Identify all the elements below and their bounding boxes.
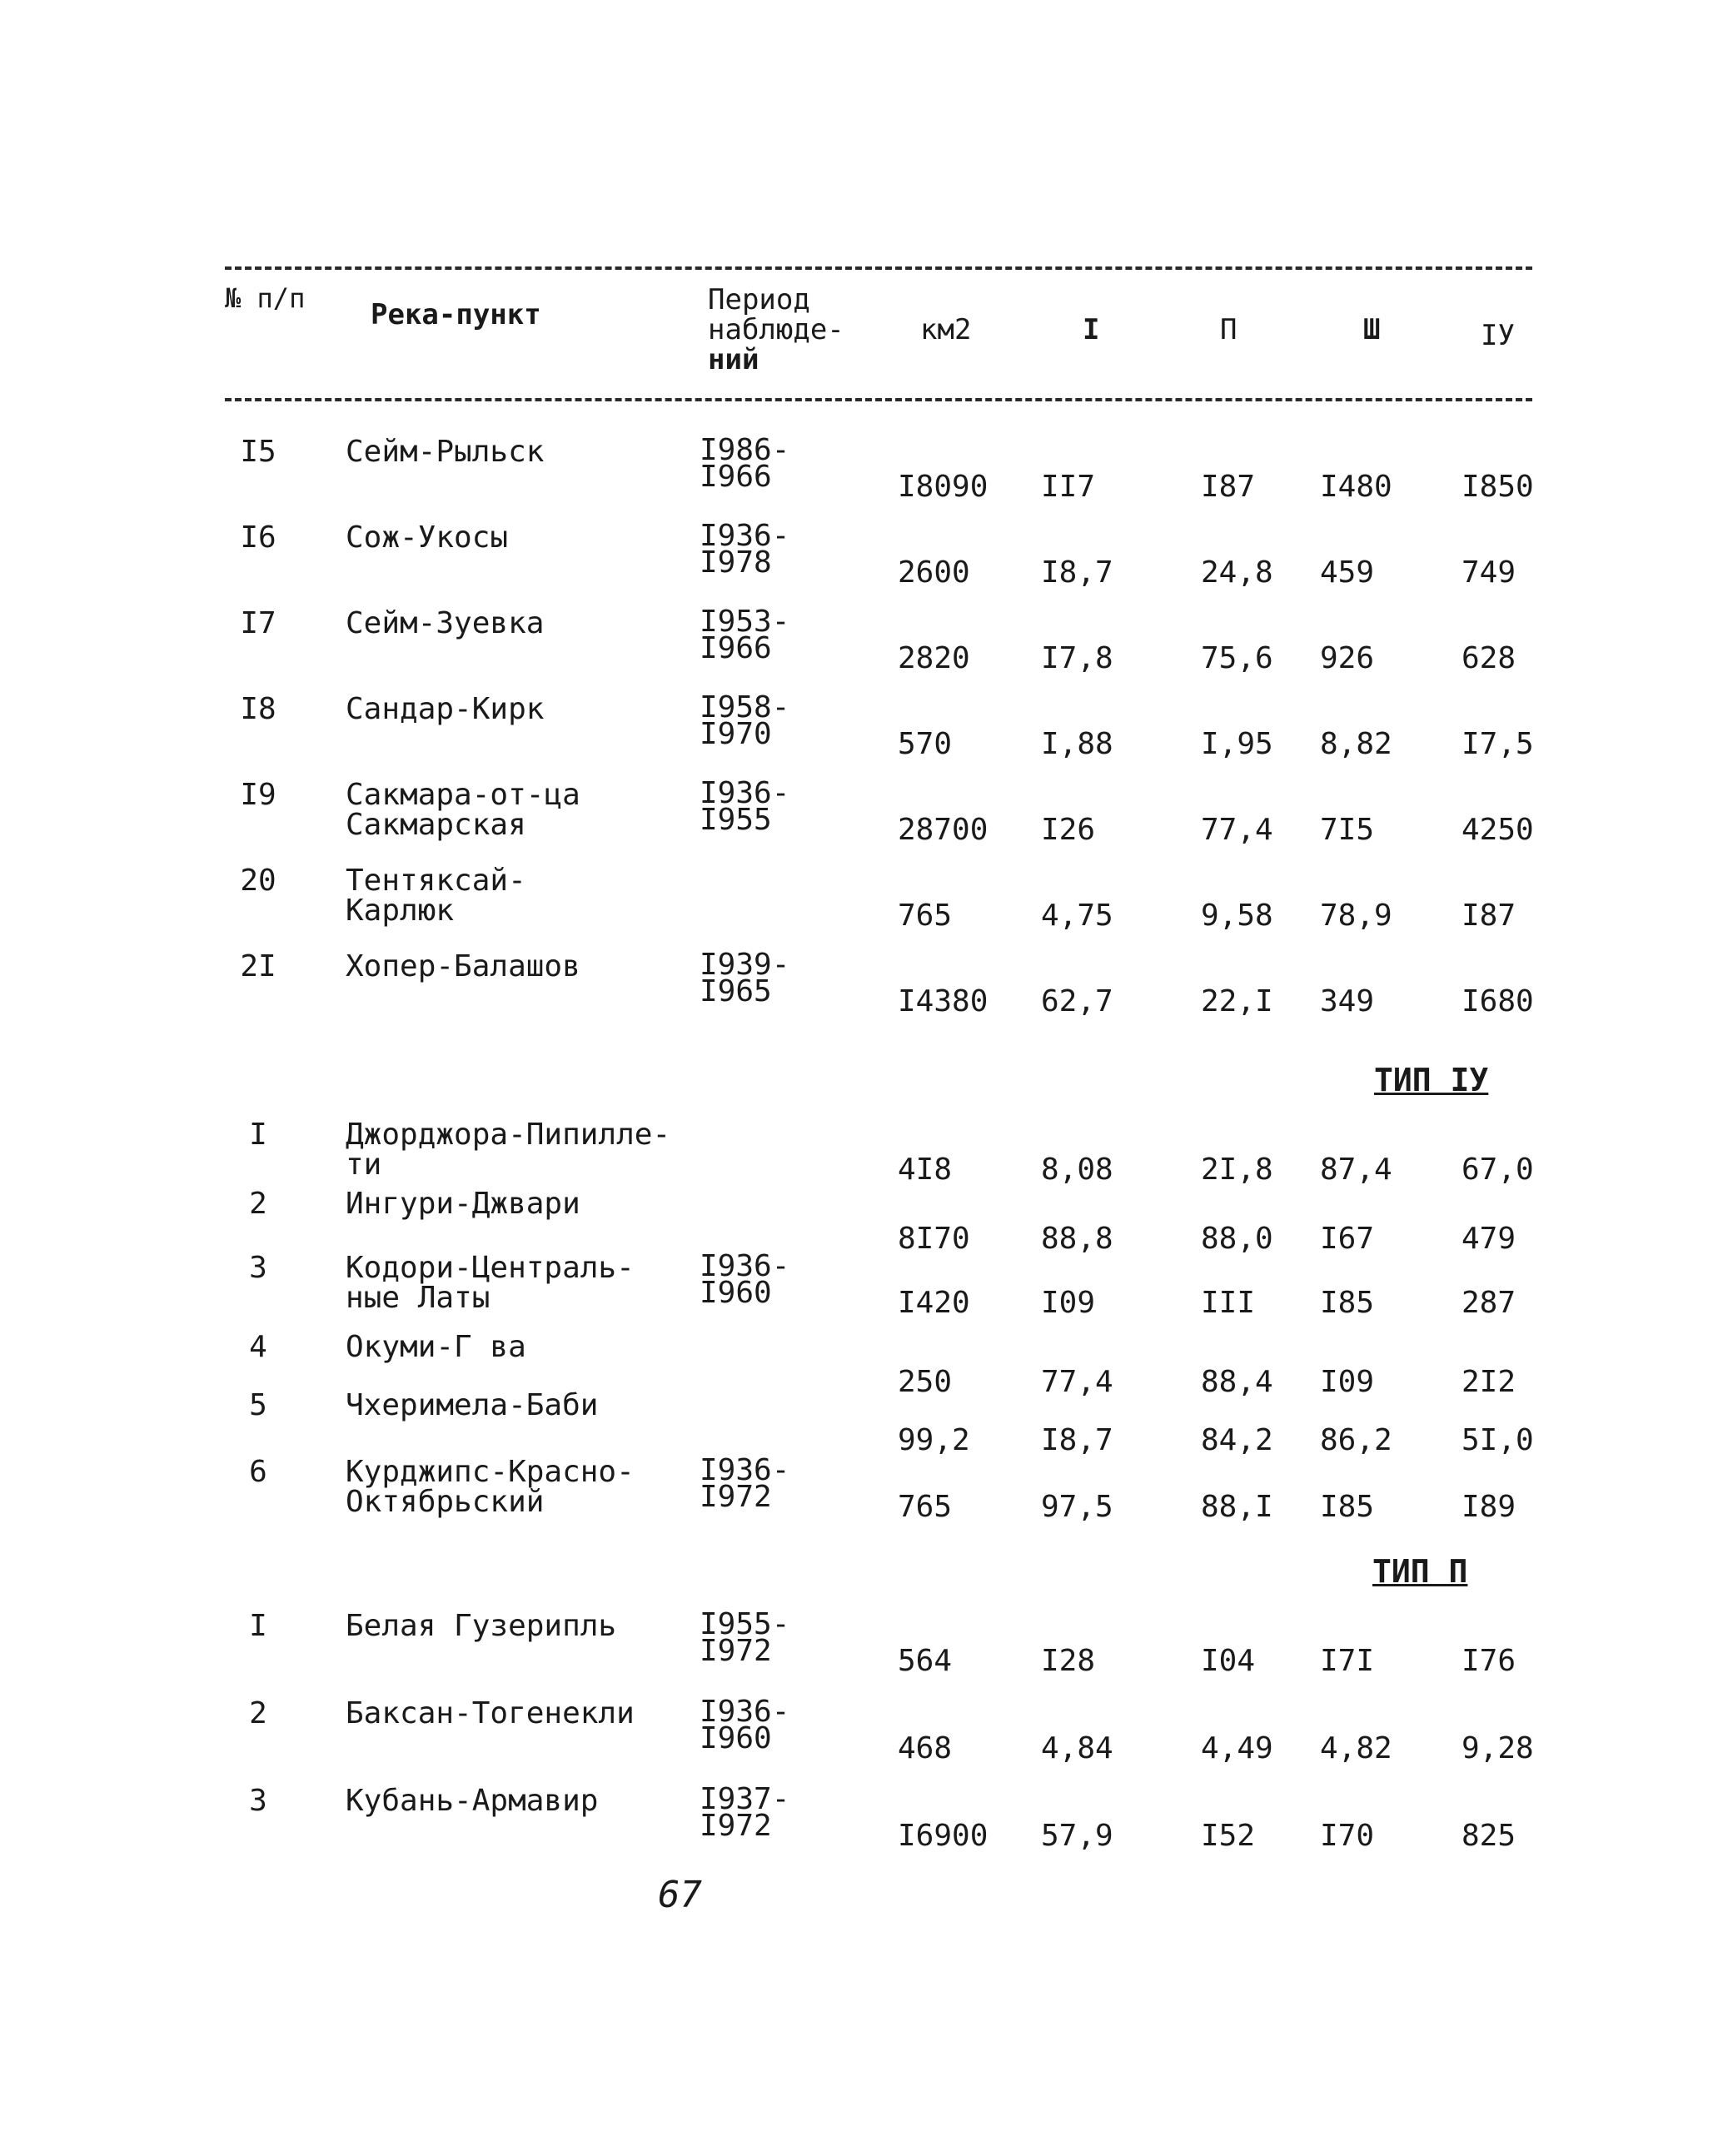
catchment-area: I6900 — [898, 1819, 988, 1853]
value-col-2: 84,2 — [1201, 1423, 1273, 1457]
river-point-name-line: Курджипс-Красно- — [346, 1455, 635, 1489]
value-col-1: 57,9 — [1041, 1819, 1113, 1853]
value-col-1: 77,4 — [1041, 1365, 1113, 1399]
observation-period-line: I953- — [700, 605, 790, 639]
catchment-area: I8090 — [898, 470, 988, 504]
catchment-area: 765 — [898, 899, 953, 933]
row-number: 4 — [249, 1330, 267, 1364]
river-point-name — [346, 1253, 635, 1313]
river-point-name — [346, 949, 580, 983]
catchment-area: 99,2 — [898, 1423, 970, 1457]
observation-period — [700, 1695, 790, 1755]
value-col-4: 749 — [1462, 555, 1516, 590]
value-col-3: I09 — [1320, 1365, 1375, 1399]
row-number: 20 — [240, 864, 276, 898]
row-number: 2 — [249, 1696, 267, 1730]
river-point-name — [346, 780, 580, 840]
row-number: I — [249, 1118, 267, 1152]
observation-period — [700, 433, 790, 494]
river-point-name — [346, 520, 509, 555]
observation-period-line: I970 — [700, 717, 772, 751]
catchment-area: I4380 — [898, 984, 988, 1018]
table-row — [0, 1249, 1728, 1328]
value-col-4: 5I,0 — [1462, 1423, 1534, 1457]
value-col-2: 9,58 — [1201, 899, 1273, 933]
value-col-4: 287 — [1462, 1286, 1516, 1320]
value-col-4: I87 — [1462, 899, 1516, 933]
section-heading-type-2: ТИП П — [1372, 1553, 1468, 1590]
row-number: I8 — [240, 692, 276, 726]
table-row — [0, 605, 1728, 684]
row-number: 6 — [249, 1455, 267, 1489]
observation-period — [700, 690, 790, 751]
row-number: 2 — [249, 1187, 267, 1221]
river-point-name-line: Хопер-Балашов — [346, 949, 580, 983]
value-col-2: I,95 — [1201, 727, 1273, 761]
header-col-4: IУ — [1481, 319, 1515, 352]
value-col-2: 88,0 — [1201, 1222, 1273, 1256]
river-point-name-line: Джорджора-Пипилле- — [346, 1118, 671, 1152]
river-point-name-line: Сандар-Кирк — [346, 692, 545, 726]
river-point-name — [346, 606, 545, 640]
river-point-name-line: Кодори-Централь- — [346, 1251, 635, 1285]
header-river: Река-пункт — [371, 298, 541, 331]
value-col-3: 78,9 — [1320, 899, 1392, 933]
row-number: I — [249, 1609, 267, 1643]
observation-period-line: I936- — [700, 776, 790, 810]
river-point-name — [346, 1457, 635, 1517]
table-top-rule — [225, 266, 1532, 270]
value-col-4: I850 — [1462, 470, 1534, 504]
river-point-name-line: Сож-Укосы — [346, 520, 509, 555]
row-number: 3 — [249, 1251, 267, 1285]
observation-period-line: I965 — [700, 974, 772, 1008]
table-row — [0, 519, 1728, 598]
observation-period-line: I937- — [700, 1782, 790, 1816]
header-num: № п/п — [225, 282, 306, 314]
header-period-line2: наблюде- — [708, 313, 844, 346]
value-col-3: I67 — [1320, 1222, 1375, 1256]
observation-period-line: I972 — [700, 1809, 772, 1843]
river-point-name-line: Октябрьский — [346, 1485, 545, 1519]
table-row — [0, 948, 1728, 1027]
river-point-name-line: Сейм-Зуевка — [346, 606, 545, 640]
value-col-4: 67,0 — [1462, 1153, 1534, 1187]
observation-period — [700, 1453, 790, 1514]
observation-period-line: I972 — [700, 1480, 772, 1514]
observation-period-line: I955 — [700, 803, 772, 837]
value-col-2: 24,8 — [1201, 555, 1273, 590]
value-col-4: I89 — [1462, 1490, 1516, 1524]
river-point-name — [346, 1189, 580, 1219]
observation-period — [700, 519, 790, 580]
river-point-name-line: Белая Гузерипль — [346, 1609, 617, 1643]
table-row — [0, 1782, 1728, 1861]
observation-period-line: I960 — [700, 1276, 772, 1310]
observation-period — [700, 605, 790, 665]
value-col-2: I87 — [1201, 470, 1256, 504]
river-point-name-line: Карлюк — [346, 894, 455, 928]
value-col-4: 2I2 — [1462, 1365, 1516, 1399]
value-col-2: 2I,8 — [1201, 1153, 1273, 1187]
value-col-1: I28 — [1041, 1644, 1096, 1678]
river-point-name-line: Баксан-Тогенекли — [346, 1696, 635, 1730]
row-number: I6 — [240, 520, 276, 555]
catchment-area: I420 — [898, 1286, 970, 1320]
table-row — [0, 690, 1728, 769]
value-col-1: 4,84 — [1041, 1731, 1113, 1765]
value-col-1: II7 — [1041, 470, 1096, 504]
table-row — [0, 866, 1728, 941]
river-point-name-line: Сакмарская — [346, 808, 526, 842]
value-col-1: I,88 — [1041, 727, 1113, 761]
river-point-name — [346, 1332, 526, 1362]
value-col-1: I8,7 — [1041, 555, 1113, 590]
header-period — [708, 285, 844, 375]
value-col-4: 628 — [1462, 641, 1516, 675]
observation-period — [700, 1607, 790, 1668]
observation-period-line: I972 — [700, 1634, 772, 1668]
row-number: 2I — [240, 949, 276, 983]
value-col-3: I7I — [1320, 1644, 1375, 1678]
value-col-1: I26 — [1041, 813, 1096, 847]
value-col-1: I7,8 — [1041, 641, 1113, 675]
row-number: I9 — [240, 778, 276, 812]
river-point-name-line: Чхеримела-Баби — [346, 1388, 599, 1422]
observation-period-line: I986- — [700, 433, 790, 467]
table-row — [0, 1453, 1728, 1532]
value-col-4: 825 — [1462, 1819, 1516, 1853]
catchment-area: 2600 — [898, 555, 970, 590]
observation-period-line: I958- — [700, 690, 790, 724]
value-col-2: 88,4 — [1201, 1365, 1273, 1399]
table-header-rule — [225, 398, 1532, 401]
observation-period-line: I966 — [700, 631, 772, 665]
river-point-name-line: Ингури-Джвари — [346, 1187, 580, 1221]
value-col-2: I52 — [1201, 1819, 1256, 1853]
value-col-3: 8,82 — [1320, 727, 1392, 761]
row-number: 3 — [249, 1784, 267, 1818]
catchment-area: 765 — [898, 1490, 953, 1524]
value-col-2: 22,I — [1201, 984, 1273, 1018]
value-col-4: 479 — [1462, 1222, 1516, 1256]
value-col-2: 4,49 — [1201, 1731, 1273, 1765]
observation-period-line: I936- — [700, 1249, 790, 1283]
river-point-name-line: Сакмара-от-ца — [346, 778, 580, 812]
row-number: 5 — [249, 1388, 267, 1422]
row-number: I5 — [240, 435, 276, 469]
catchment-area: 570 — [898, 727, 953, 761]
river-point-name — [346, 437, 544, 467]
table-row — [0, 1607, 1728, 1686]
river-point-name — [346, 866, 526, 926]
value-col-1: 97,5 — [1041, 1490, 1113, 1524]
header-col-2: П — [1220, 313, 1237, 346]
observation-period-line: I936- — [700, 1695, 790, 1729]
value-col-2: 88,I — [1201, 1490, 1273, 1524]
table-row — [0, 776, 1728, 855]
river-point-name — [346, 1786, 598, 1816]
value-col-3: 86,2 — [1320, 1423, 1392, 1457]
value-col-3: 926 — [1320, 641, 1375, 675]
river-point-name-line: Окуми-Г ва — [346, 1330, 526, 1364]
header-area: км2 — [920, 313, 972, 346]
value-col-3: 349 — [1320, 984, 1375, 1018]
river-point-name-line: ти — [346, 1148, 382, 1182]
observation-period — [700, 1782, 790, 1843]
observation-period-line: I936- — [700, 519, 790, 553]
value-col-3: 459 — [1320, 555, 1375, 590]
catchment-area: 468 — [898, 1731, 953, 1765]
value-col-3: 4,82 — [1320, 1731, 1392, 1765]
observation-period — [700, 948, 790, 1008]
table-row — [0, 1695, 1728, 1774]
river-point-name — [346, 1611, 616, 1641]
value-col-2: I04 — [1201, 1644, 1256, 1678]
value-col-2: 75,6 — [1201, 641, 1273, 675]
observation-period-line: I936- — [700, 1453, 790, 1487]
header-col-3: Ш — [1363, 313, 1381, 346]
section-heading-type-4: ТИП IУ — [1374, 1062, 1489, 1098]
value-col-4: 4250 — [1462, 813, 1534, 847]
header-period-line3: ний — [708, 343, 759, 376]
value-col-1: 8,08 — [1041, 1153, 1113, 1187]
value-col-1: I09 — [1041, 1286, 1096, 1320]
value-col-4: I76 — [1462, 1644, 1516, 1678]
catchment-area: 28700 — [898, 813, 988, 847]
catchment-area: 4I8 — [898, 1153, 953, 1187]
table-row — [0, 433, 1728, 512]
value-col-1: 62,7 — [1041, 984, 1113, 1018]
observation-period-line: I978 — [700, 545, 772, 580]
observation-period-line: I955- — [700, 1607, 790, 1641]
value-col-1: 88,8 — [1041, 1222, 1113, 1256]
observation-period-line: I939- — [700, 948, 790, 982]
value-col-3: 7I5 — [1320, 813, 1375, 847]
value-col-3: I480 — [1320, 470, 1392, 504]
value-col-2: 77,4 — [1201, 813, 1273, 847]
table-row — [0, 1120, 1728, 1195]
page-number: 67 — [658, 1874, 702, 1916]
catchment-area: 2820 — [898, 641, 970, 675]
river-point-name — [346, 1388, 599, 1422]
observation-period — [700, 1249, 790, 1310]
value-col-4: I7,5 — [1462, 727, 1534, 761]
value-col-4: I680 — [1462, 984, 1534, 1018]
header-col-1: I — [1083, 313, 1100, 346]
river-point-name-line: ные Латы — [346, 1281, 491, 1315]
value-col-3: I85 — [1320, 1490, 1375, 1524]
catchment-area: 8I70 — [898, 1222, 970, 1256]
row-number: I7 — [240, 606, 276, 640]
value-col-4: 9,28 — [1462, 1731, 1534, 1765]
catchment-area: 564 — [898, 1644, 953, 1678]
value-col-2: III — [1201, 1286, 1256, 1320]
value-col-3: 87,4 — [1320, 1153, 1392, 1187]
river-point-name — [346, 692, 545, 726]
river-point-name — [346, 1696, 635, 1730]
observation-period-line: I960 — [700, 1721, 772, 1755]
header-period-line1: Период — [708, 283, 810, 316]
value-col-1: I8,7 — [1041, 1423, 1113, 1457]
river-point-name-line: Сейм-Рыльск — [346, 435, 545, 469]
observation-period-line: I966 — [700, 460, 772, 494]
observation-period — [700, 776, 790, 837]
river-point-name — [346, 1120, 670, 1180]
river-point-name-line: Кубань-Армавир — [346, 1784, 599, 1818]
value-col-1: 4,75 — [1041, 899, 1113, 933]
catchment-area: 250 — [898, 1365, 953, 1399]
value-col-3: I85 — [1320, 1286, 1375, 1320]
value-col-3: I70 — [1320, 1819, 1375, 1853]
river-point-name-line: Тентяксай- — [346, 864, 526, 898]
